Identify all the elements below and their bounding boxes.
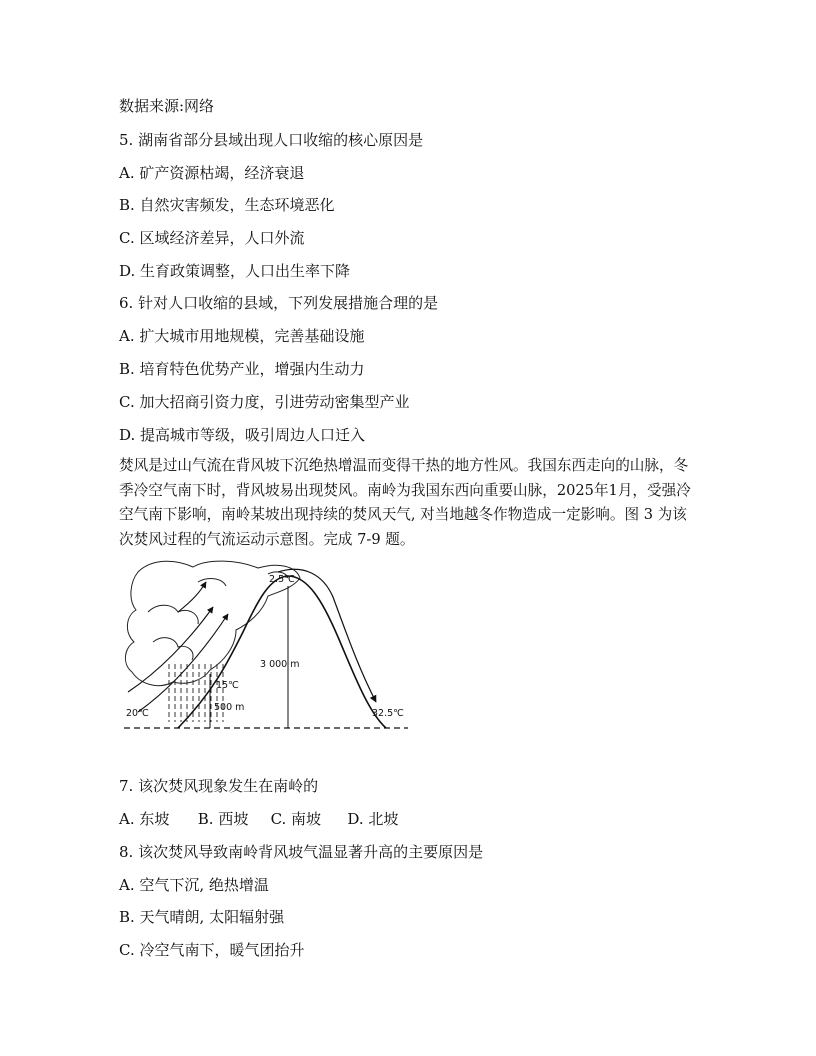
- label-temp-base-left: 20℃: [126, 708, 149, 719]
- question-8-option-c: C. 冷空气南下，暖气团抬升: [119, 941, 305, 959]
- question-7-option-c: C. 南坡: [270, 810, 322, 828]
- question-5-option-d: D. 生育政策调整，人口出生率下降: [119, 262, 351, 280]
- question-8-option-b: B. 天气晴朗, 太阳辐射强: [119, 908, 285, 926]
- label-temp-mid: 15℃: [216, 680, 239, 691]
- question-7-stem: 7. 该次焚风现象发生在南岭的: [119, 777, 319, 795]
- question-5-option-a: A. 矿产资源枯竭，经济衰退: [119, 164, 305, 182]
- question-7-option-a: A. 东坡: [119, 810, 170, 828]
- question-6-option-a: A. 扩大城市用地规模，完善基础设施: [119, 327, 365, 345]
- foehn-diagram: [118, 552, 413, 734]
- question-8-stem: 8. 该次焚风导致南岭背风坡气温显著升高的主要原因是: [119, 843, 484, 861]
- question-5-option-c: C. 区域经济差异，人口外流: [119, 229, 305, 247]
- label-height-top: 3 000 m: [260, 659, 300, 670]
- airflow-arrow-leeward: [278, 569, 376, 702]
- intro-paragraph: 焚风是过山气流在背风坡下沉绝热增温而变得干热的地方性风。我国东西走向的山脉，冬季冷空气南下时，背风坡易出现焚风。南岭为我国东西向重要山脉，2025年1月，受强冷空气南下影响，南岭某坡出现持续的焚风天气, 对当地越冬作物造成一定影响。图 3 为该次焚风过程的气流运动示意图。完成 7-9 题。: [119, 457, 691, 548]
- label-temp-base-right: 32.5℃: [372, 708, 404, 719]
- question-5-option-b: B. 自然灾害频发，生态环境恶化: [119, 196, 335, 214]
- question-6-option-c: C. 加大招商引资力度，引进劳动密集型产业: [119, 393, 410, 411]
- question-7-option-d: D. 北坡: [347, 810, 399, 828]
- question-7-option-b: B. 西坡: [197, 810, 249, 828]
- label-temp-peak: 2.5℃: [269, 574, 295, 585]
- question-5-stem: 5. 湖南省部分县域出现人口收缩的核心原因是: [119, 131, 424, 149]
- question-8-option-a: A. 空气下沉, 绝热增温: [119, 876, 269, 894]
- question-6-option-b: B. 培育特色优势产业，增强内生动力: [119, 360, 365, 378]
- rain-area: [166, 662, 224, 722]
- source-note: 数据来源:网络: [119, 97, 215, 115]
- question-6-stem: 6. 针对人口收缩的县域，下列发展措施合理的是: [119, 294, 439, 312]
- question-7-options: [119, 809, 398, 829]
- question-6-option-d: D. 提高城市等级，吸引周边人口迁入: [119, 426, 366, 444]
- label-height-mid: 500 m: [214, 702, 245, 713]
